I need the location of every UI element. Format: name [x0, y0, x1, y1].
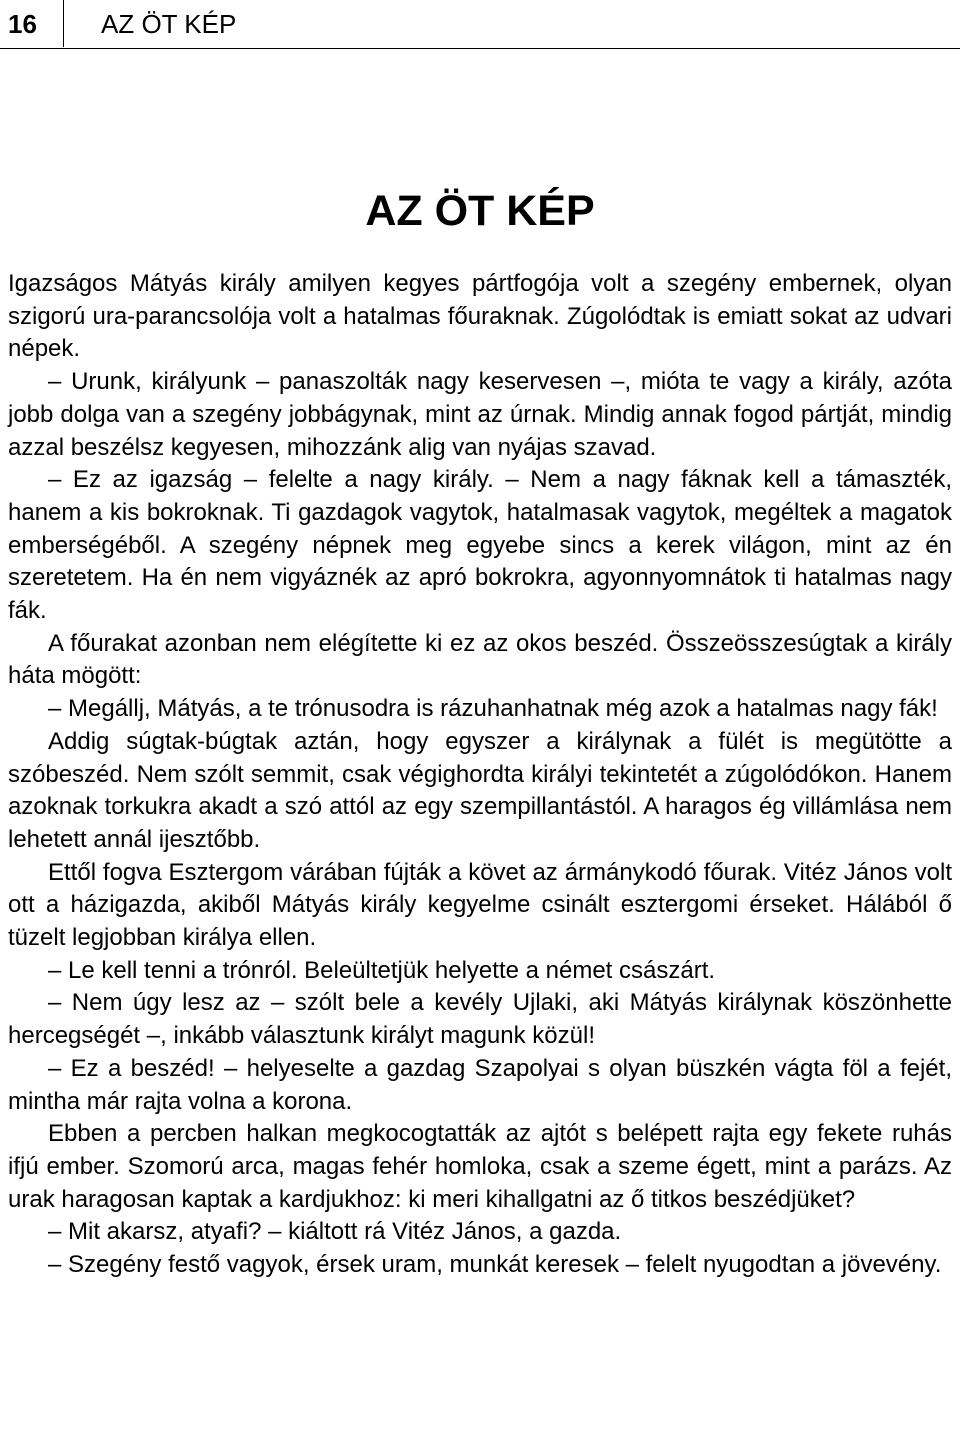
paragraph: – Mit akarsz, atyafi? – kiáltott rá Vitéz János, a gazda. [48, 1218, 622, 1246]
paragraph: Ettől fogva Esztergom várában fújták a követ az ármánykodó főurak. Vitéz János volt ott a házigazda, akiből Mátyás király kegyelme csinált esztergomi érseket. Hálából ő tüzelt legjobban királya ellen. [8, 858, 952, 952]
paragraph: – Le kell tenni a trónról. Beleültetjük helyette a német császárt. [48, 956, 716, 984]
paragraph: – Nem úgy lesz az – szólt bele a kevély Ujlaki, aki Mátyás királynak köszönhette hercegségét –, inkább választunk királyt magunk közül! [8, 989, 952, 1050]
chapter-title: AZ ÖT KÉP [365, 187, 595, 235]
paragraph: A főurakat azonban nem elégítette ki ez az okos beszéd. Összeösszesúgtak a király háta mögött: [8, 629, 952, 690]
paragraph: Ebben a percben halkan megkocogtatták az ajtót s belépett rajta egy fekete ruhás ifjú ember. Szomorú arca, magas fehér homloka, csak a szeme égett, mint a parázs. Az urak haragosan kaptak a kardjukhoz: ki meri kihallgatni az ő titkos beszédjüket? [8, 1120, 952, 1213]
paragraph: Igazságos Mátyás király amilyen kegyes pártfogója volt a szegény embernek, olyan szigorú ura-parancsolója volt a hatalmas főuraknak. Zúgolódtak is emiatt sokat az udvari népek. [8, 270, 952, 363]
running-header [0, 0, 960, 49]
running-title: AZ ÖT KÉP [101, 9, 237, 39]
header-divider [63, 0, 64, 47]
paragraph: – Ez az igazság – felelte a nagy király. – Nem a nagy fáknak kell a támaszték, hanem a kis bokroknak. Ti gazdagok vagytok, hatalmasak vagytok, megéltek a magatok emberségéből. A szegény népnek meg egyebe sincs a kerek világon, mint az én szeretetem. Ha én nem vigyáznék az apró bokrokra, agyonnyomnátok ti hatalmas nagy fák. [8, 466, 952, 625]
paragraph: Addig súgtak-búgtak aztán, hogy egyszer a királynak a fülét is megütötte a szóbeszéd. Nem szólt semmit, csak végighordta királyi tekintetét a zúgolódókon. Hanem azoknak torkukra akadt a szó attól az egy szempillantástól. A haragos ég villámlása nem lehetett annál ijesztőbb. [8, 727, 952, 853]
paragraph: – Ez a beszéd! – helyeselte a gazdag Szapolyai s olyan büszkén vágta föl a fejét, mintha már rajta volna a korona. [8, 1054, 952, 1115]
paragraph: – Megállj, Mátyás, a te trónusodra is rázuhanhatnak még azok a hatalmas nagy fák! [48, 695, 938, 723]
body-text [8, 268, 952, 1282]
paragraph: – Urunk, királyunk – panaszolták nagy keservesen –, mióta te vagy a király, azóta jobb dolga van a szegény jobbágynak, mint az úrnak. Mindig annak fogod pártját, mindig azzal beszélsz kegyesen, mihozzánk alig van nyájas szavad. [8, 368, 952, 461]
page-number: 16 [8, 9, 37, 39]
paragraph: – Szegény festő vagyok, érsek uram, munkát keresek – felelt nyugodtan a jövevény. [48, 1251, 942, 1279]
